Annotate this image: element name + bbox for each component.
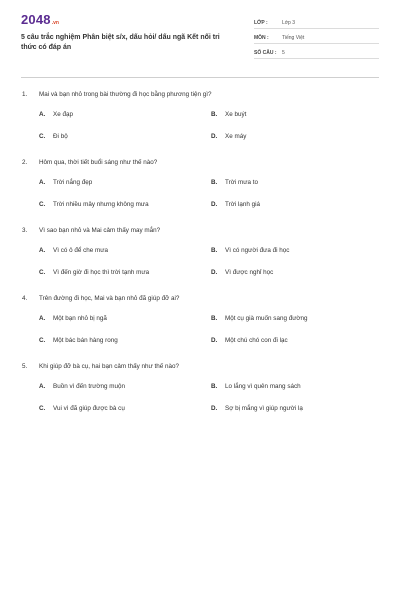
option-letter: C. bbox=[39, 336, 46, 344]
logo-main-text: 2048 bbox=[21, 12, 51, 27]
option-text: Trời nhiều mây nhưng không mưa bbox=[53, 200, 149, 208]
option-letter: C. bbox=[39, 268, 46, 276]
option-letter: A. bbox=[39, 314, 46, 322]
option-letter: A. bbox=[39, 110, 46, 118]
option-a[interactable] bbox=[39, 245, 211, 255]
option-letter: B. bbox=[211, 110, 218, 118]
question-item bbox=[22, 89, 379, 141]
option-c[interactable] bbox=[39, 335, 211, 345]
option-text: Xe đạp bbox=[53, 110, 73, 118]
option-text: Xe máy bbox=[225, 132, 247, 140]
document-title: 5 câu trắc nghiệm Phân biệt s/x, dấu hỏi/ dấu ngã Kết nối tri thức có đáp án bbox=[21, 34, 220, 51]
option-d[interactable] bbox=[211, 335, 381, 345]
question-list bbox=[21, 89, 379, 413]
option-a[interactable] bbox=[39, 381, 211, 391]
option-letter: D. bbox=[211, 132, 218, 140]
question-item bbox=[22, 157, 379, 209]
question-line bbox=[22, 89, 379, 99]
option-c[interactable] bbox=[39, 131, 211, 141]
option-letter: B. bbox=[211, 382, 218, 390]
option-letter: A. bbox=[39, 178, 46, 186]
logo-sub-text: .vn bbox=[51, 20, 59, 26]
question-item bbox=[22, 361, 379, 413]
option-b[interactable] bbox=[211, 381, 381, 391]
question-text: Trên đường đi học, Mai và bạn nhỏ đã giúp đỡ ai? bbox=[39, 294, 180, 302]
option-text: Trời nắng đẹp bbox=[53, 178, 93, 186]
worksheet-header bbox=[21, 12, 379, 72]
option-letter: A. bbox=[39, 382, 46, 390]
option-text: Xe buýt bbox=[225, 110, 247, 118]
option-text: Sợ bị mắng vì giúp người lạ bbox=[225, 404, 303, 412]
option-d[interactable] bbox=[211, 131, 381, 141]
meta-label: SỐ CÂU : bbox=[254, 50, 277, 56]
option-letter: A. bbox=[39, 246, 46, 254]
option-grid bbox=[39, 109, 379, 141]
question-item bbox=[22, 293, 379, 345]
question-number: 1. bbox=[22, 90, 28, 98]
option-letter: B. bbox=[211, 246, 218, 254]
option-c[interactable] bbox=[39, 403, 211, 413]
option-letter: B. bbox=[211, 178, 218, 186]
option-letter: D. bbox=[211, 336, 218, 344]
meta-label: MÔN : bbox=[254, 35, 269, 41]
option-a[interactable] bbox=[39, 177, 211, 187]
option-text: Buồn vì đến trường muộn bbox=[53, 382, 126, 390]
option-a[interactable] bbox=[39, 109, 211, 119]
option-letter: B. bbox=[211, 314, 218, 322]
meta-row-class bbox=[254, 17, 379, 29]
question-line bbox=[22, 157, 379, 167]
option-d[interactable] bbox=[211, 403, 381, 413]
option-d[interactable] bbox=[211, 199, 381, 209]
option-text: Trời lạnh giá bbox=[225, 200, 261, 208]
meta-value: Lớp 3 bbox=[282, 20, 296, 26]
option-grid bbox=[39, 177, 379, 209]
site-logo[interactable] bbox=[21, 12, 236, 27]
meta-value: Tiếng Việt bbox=[282, 35, 305, 41]
question-text: Khi giúp đỡ bà cụ, hai bạn cảm thấy như thế nào? bbox=[39, 362, 179, 370]
option-text: Vì có người đưa đi học bbox=[225, 246, 290, 254]
question-line bbox=[22, 225, 379, 235]
option-letter: D. bbox=[211, 268, 218, 276]
option-c[interactable] bbox=[39, 267, 211, 277]
question-number: 3. bbox=[22, 226, 28, 234]
meta-label: LỚP : bbox=[254, 20, 268, 26]
option-text: Vì được nghỉ học bbox=[225, 268, 274, 276]
option-text: Một bạn nhỏ bị ngã bbox=[53, 314, 107, 322]
option-letter: D. bbox=[211, 404, 218, 412]
question-text: Mai và bạn nhỏ trong bài thường đi học bằng phương tiện gì? bbox=[39, 90, 212, 98]
question-number: 5. bbox=[22, 362, 28, 370]
option-d[interactable] bbox=[211, 267, 381, 277]
question-line bbox=[22, 293, 379, 303]
option-b[interactable] bbox=[211, 109, 381, 119]
option-grid bbox=[39, 313, 379, 345]
option-grid bbox=[39, 245, 379, 277]
question-number: 4. bbox=[22, 294, 28, 302]
option-letter: C. bbox=[39, 200, 46, 208]
option-b[interactable] bbox=[211, 313, 381, 323]
option-a[interactable] bbox=[39, 313, 211, 323]
option-text: Vì có ô để che mưa bbox=[53, 246, 108, 254]
option-letter: D. bbox=[211, 200, 218, 208]
header-divider bbox=[21, 77, 379, 78]
question-line bbox=[22, 361, 379, 371]
option-b[interactable] bbox=[211, 177, 381, 187]
option-b[interactable] bbox=[211, 245, 381, 255]
option-grid bbox=[39, 381, 379, 413]
option-text: Lo lắng vì quên mang sách bbox=[225, 382, 301, 390]
meta-info bbox=[254, 17, 379, 62]
option-c[interactable] bbox=[39, 199, 211, 209]
option-letter: C. bbox=[39, 404, 46, 412]
option-text: Vui vì đã giúp được bà cụ bbox=[53, 404, 125, 412]
option-text: Một cụ già muốn sang đường bbox=[225, 314, 308, 322]
option-text: Một chú chó con đi lạc bbox=[225, 336, 288, 344]
meta-row-count bbox=[254, 47, 379, 59]
option-text: Vì đến giờ đi học thì trời tạnh mưa bbox=[53, 268, 150, 276]
option-text: Trời mưa to bbox=[225, 178, 258, 186]
meta-row-subject bbox=[254, 32, 379, 44]
meta-value: 5 bbox=[282, 50, 285, 56]
question-text: Vì sao bạn nhỏ và Mai cảm thấy may mắn? bbox=[39, 226, 161, 234]
question-text: Hôm qua, thời tiết buổi sáng như thế nào? bbox=[39, 158, 158, 166]
header-left bbox=[21, 12, 236, 53]
question-item bbox=[22, 225, 379, 277]
question-number: 2. bbox=[22, 158, 28, 166]
option-text: Đi bộ bbox=[53, 132, 68, 140]
option-letter: C. bbox=[39, 132, 46, 140]
option-text: Một bác bán hàng rong bbox=[53, 336, 118, 344]
